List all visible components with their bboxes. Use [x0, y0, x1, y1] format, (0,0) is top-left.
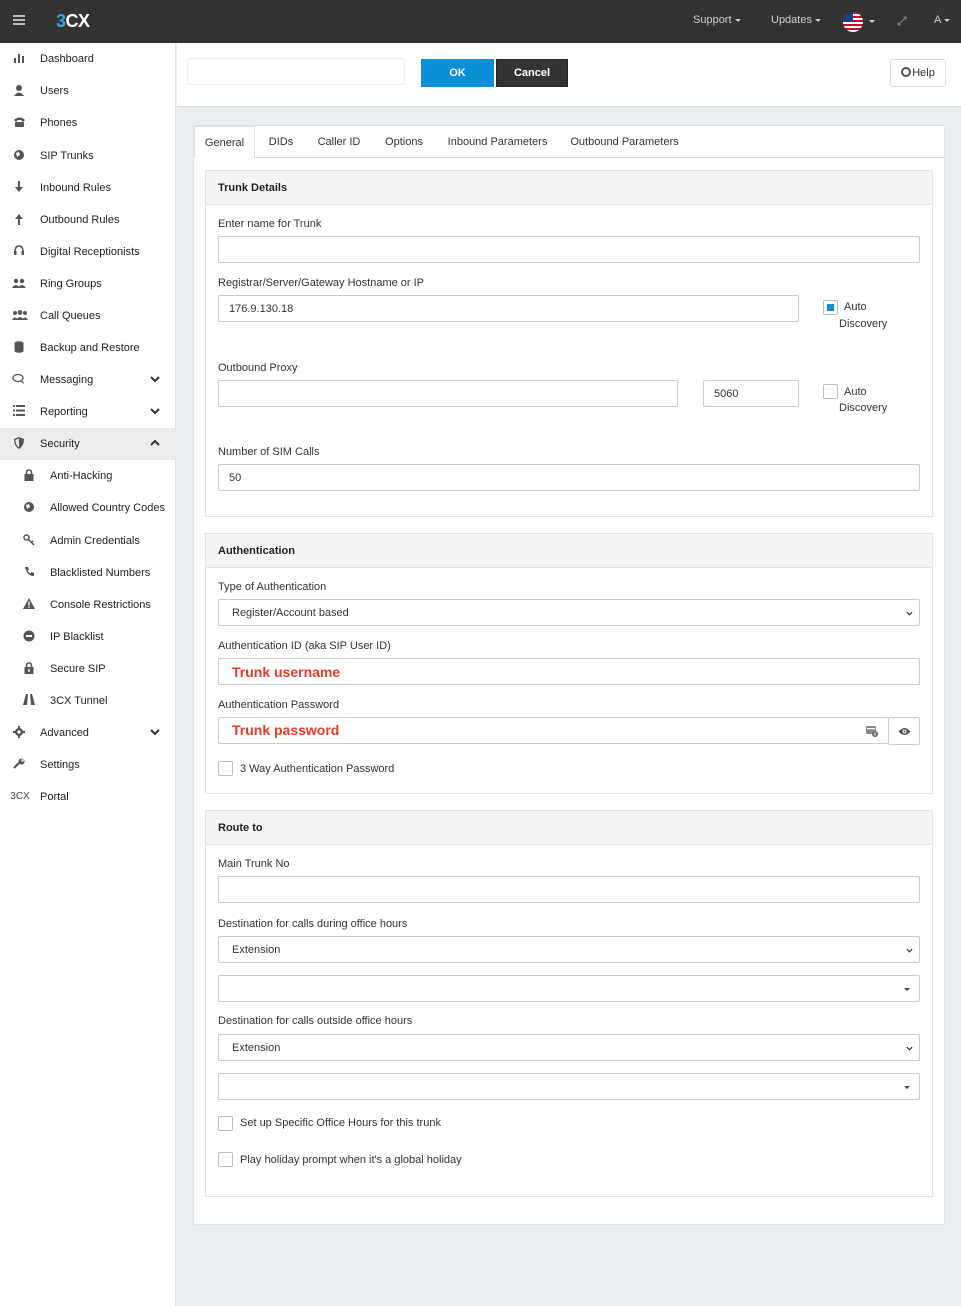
warning-icon	[22, 598, 36, 612]
sidebar-item-security[interactable]	[0, 428, 176, 460]
sidebar-item-dashboard[interactable]	[0, 43, 176, 75]
sim-calls-input[interactable]: 50	[218, 464, 920, 491]
sidebar-item-secure-sip[interactable]	[0, 653, 176, 685]
3cx-logo-icon: 3CX	[10, 791, 30, 802]
chevron-down-icon[interactable]	[150, 406, 160, 416]
tab-label: General	[204, 137, 245, 149]
sidebar-item-label: Console Restrictions	[50, 599, 151, 611]
tab-outbound-parameters[interactable]	[566, 126, 683, 158]
sidebar-item-settings[interactable]	[0, 749, 176, 781]
user-icon	[12, 84, 26, 98]
globe-icon	[22, 501, 36, 515]
sidebar-item-label: Phones	[40, 117, 78, 129]
holiday-prompt-checkbox[interactable]	[218, 1152, 233, 1167]
us-flag-icon[interactable]	[843, 12, 863, 32]
help-button[interactable]	[890, 59, 946, 87]
outbound-proxy-label: Outbound Proxy	[218, 362, 298, 374]
sim-calls-label: Number of SIM Calls	[218, 446, 320, 458]
wrench-icon	[12, 758, 26, 772]
chevron-down-icon	[906, 947, 913, 954]
panel-title: Route to	[206, 811, 932, 845]
sidebar-item-3cx-tunnel[interactable]	[0, 685, 176, 717]
updates-menu[interactable]	[771, 14, 821, 26]
registrar-label: Registrar/Server/Gateway Hostname or IP	[218, 277, 425, 289]
proxy-auto-discovery-label: Auto	[844, 386, 867, 398]
lifebuoy-icon	[901, 67, 911, 77]
sidebar-item-label: Portal	[40, 791, 69, 803]
users-icon	[12, 309, 26, 323]
sidebar-item-label: Security	[40, 438, 80, 450]
sidebar-item-label: IP Blacklist	[50, 631, 104, 643]
sidebar-item-messaging[interactable]	[0, 364, 176, 396]
sidebar-item-label: Settings	[40, 759, 80, 771]
show-password-button[interactable]	[888, 717, 920, 745]
sidebar-item-ip-blacklist[interactable]	[0, 621, 176, 653]
outbound-proxy-input[interactable]	[218, 380, 678, 407]
tab-general[interactable]	[194, 126, 255, 158]
list-icon	[12, 405, 26, 419]
sidebar-item-allowed-country-codes[interactable]	[0, 492, 176, 524]
proxy-auto-discovery-checkbox[interactable]	[823, 384, 838, 399]
arrow-up-icon	[12, 213, 26, 227]
globe-icon	[12, 149, 26, 163]
auth-type-select[interactable]	[218, 599, 920, 626]
sidebar-item-label: Inbound Rules	[40, 182, 111, 194]
trunk-name-display	[187, 58, 405, 85]
sidebar-item-label: Ring Groups	[40, 278, 102, 290]
support-menu[interactable]	[693, 14, 741, 26]
sidebar-item-outbound-rules[interactable]	[0, 204, 176, 236]
auth-password-input[interactable]	[218, 717, 889, 744]
minus-circle-icon	[22, 630, 36, 644]
shield-icon	[12, 437, 26, 451]
action-bar	[177, 43, 961, 107]
phone-icon	[12, 116, 26, 130]
sidebar-item-users[interactable]	[0, 75, 176, 107]
tab-label: DIDs	[268, 136, 294, 148]
sidebar-item-portal[interactable]	[0, 781, 176, 813]
tab-inbound-parameters[interactable]	[444, 126, 551, 158]
arrow-down-icon	[12, 181, 26, 195]
outside-hours-target-select[interactable]	[218, 1073, 920, 1100]
help-label: Help	[912, 67, 935, 79]
support-label: Support	[693, 14, 732, 26]
caret-down-icon	[815, 19, 821, 22]
menu-icon[interactable]	[13, 15, 25, 25]
sidebar-item-label: Call Queues	[40, 310, 101, 322]
caret-down-icon	[735, 19, 741, 22]
trunk-name-input[interactable]	[218, 236, 920, 263]
sidebar-item-label: Users	[40, 85, 69, 97]
sidebar-item-admin-credentials[interactable]	[0, 525, 176, 557]
tab-label: Options	[385, 136, 423, 148]
sidebar-item-inbound-rules[interactable]	[0, 172, 176, 204]
tab-label: Caller ID	[317, 136, 361, 148]
auth-id-input[interactable]: Trunk username	[218, 658, 920, 685]
top-bar	[0, 0, 961, 43]
sidebar-item-label: Backup and Restore	[40, 342, 140, 354]
tab-caller-id[interactable]	[311, 126, 367, 158]
chart-icon	[12, 52, 26, 66]
sidebar-item-label: Digital Receptionists	[40, 246, 140, 258]
sidebar-item-label: Outbound Rules	[40, 214, 120, 226]
main-trunk-label: Main Trunk No	[218, 858, 290, 870]
tab-label: Outbound Parameters	[570, 136, 679, 148]
auth-type-label: Type of Authentication	[218, 581, 327, 593]
sidebar-item-advanced[interactable]	[0, 717, 176, 749]
cancel-button[interactable]: Cancel	[496, 59, 568, 87]
office-hours-label: Destination for calls during office hours	[218, 918, 408, 930]
sidebar-item-call-queues[interactable]	[0, 300, 176, 332]
panel-title: Authentication	[206, 534, 932, 568]
panel-title: Trunk Details	[206, 171, 932, 205]
3cx-logo[interactable]: 3CX	[56, 11, 90, 31]
auth-id-label: Authentication ID (aka SIP User ID)	[218, 640, 391, 652]
trunk-name-label: Enter name for Trunk	[218, 218, 322, 230]
user-label: A	[934, 14, 942, 26]
sidebar-item-label: Allowed Country Codes	[50, 502, 165, 514]
sidebar-item-label: Secure SIP	[50, 663, 106, 675]
sidebar-item-label: Reporting	[40, 406, 88, 418]
user-menu[interactable]	[934, 14, 950, 26]
sidebar-item-label: Anti-Hacking	[50, 470, 113, 482]
sidebar-item-label: 3CX Tunnel	[50, 695, 108, 707]
sidebar-item-ring-groups[interactable]	[0, 268, 176, 300]
headset-icon	[12, 245, 26, 259]
phone-icon	[22, 566, 36, 580]
three-way-auth-checkbox[interactable]	[218, 761, 233, 776]
chevron-down-icon[interactable]	[150, 374, 160, 384]
sidebar-item-label: Dashboard	[40, 53, 94, 65]
sidebar-item-label: SIP Trunks	[40, 150, 94, 162]
office-hours-destination-value: Extension	[232, 944, 281, 956]
ok-button[interactable]: OK	[421, 59, 494, 87]
auth-password-value: Trunk password	[232, 722, 340, 738]
sidebar-item-backup-and-restore[interactable]	[0, 332, 176, 364]
sidebar-item-anti-hacking[interactable]	[0, 460, 176, 492]
proxy-port-input[interactable]: 5060	[703, 380, 799, 407]
registrar-input[interactable]: 176.9.130.18	[218, 295, 799, 322]
lock-icon	[22, 469, 36, 483]
specific-office-hours-label: Set up Specific Office Hours for this trunk	[240, 1117, 441, 1129]
auto-discovery-checkbox[interactable]	[823, 300, 838, 315]
chevron-up-icon[interactable]	[150, 438, 160, 448]
caret-down-icon	[904, 988, 910, 991]
sidebar-item-phones[interactable]	[0, 107, 176, 139]
sidebar-item-sip-trunks[interactable]	[0, 140, 176, 172]
key-icon	[22, 534, 36, 548]
caret-down-icon	[944, 19, 950, 22]
specific-office-hours-checkbox[interactable]	[218, 1116, 233, 1131]
sidebar-item-blacklisted-numbers[interactable]	[0, 557, 176, 589]
sidebar-item-reporting[interactable]	[0, 396, 176, 428]
sidebar-item-label: Admin Credentials	[50, 535, 140, 547]
expand-icon[interactable]: ⤢	[897, 14, 907, 28]
sidebar-item-label: Blacklisted Numbers	[50, 567, 151, 579]
caret-down-icon	[904, 1086, 910, 1089]
sidebar-item-console-restrictions[interactable]	[0, 589, 176, 621]
chevron-down-icon	[906, 610, 913, 617]
three-way-auth-label: 3 Way Authentication Password	[240, 763, 395, 775]
tab-options[interactable]	[376, 126, 432, 158]
sidebar	[0, 43, 176, 1306]
chevron-down-icon[interactable]	[150, 727, 160, 737]
chat-icon	[12, 373, 26, 387]
office-hours-destination-select[interactable]	[218, 936, 920, 963]
auto-discovery-label-line2: Discovery	[839, 318, 888, 330]
outside-hours-destination-value: Extension	[232, 1042, 281, 1054]
database-icon	[12, 341, 26, 355]
auto-discovery-label: Auto	[844, 301, 867, 313]
chevron-down-icon	[906, 1045, 913, 1052]
sidebar-item-digital-receptionists[interactable]	[0, 236, 176, 268]
auth-password-label: Authentication Password	[218, 699, 340, 711]
eye-icon	[898, 727, 911, 736]
auth-type-value: Register/Account based	[232, 607, 349, 619]
route-to-panel	[205, 810, 933, 1197]
password-manager-icon[interactable]	[866, 725, 878, 737]
gear-icon	[12, 726, 26, 740]
main-trunk-input[interactable]	[218, 876, 920, 903]
outside-hours-label: Destination for calls outside office hours	[218, 1015, 413, 1027]
sidebar-item-label: Messaging	[40, 374, 94, 386]
lock-icon	[22, 662, 36, 676]
office-hours-target-select[interactable]	[218, 975, 920, 1002]
tab-label: Inbound Parameters	[447, 136, 548, 148]
sidebar-item-label: Advanced	[40, 727, 89, 739]
group-icon	[12, 277, 26, 291]
caret-down-icon[interactable]	[869, 20, 875, 23]
tab-dids[interactable]	[258, 126, 304, 158]
holiday-prompt-label: Play holiday prompt when it's a global holiday	[240, 1154, 462, 1166]
outside-hours-destination-select[interactable]	[218, 1034, 920, 1061]
updates-label: Updates	[771, 14, 812, 26]
proxy-auto-discovery-label-line2: Discovery	[839, 402, 888, 414]
road-icon	[22, 694, 36, 708]
